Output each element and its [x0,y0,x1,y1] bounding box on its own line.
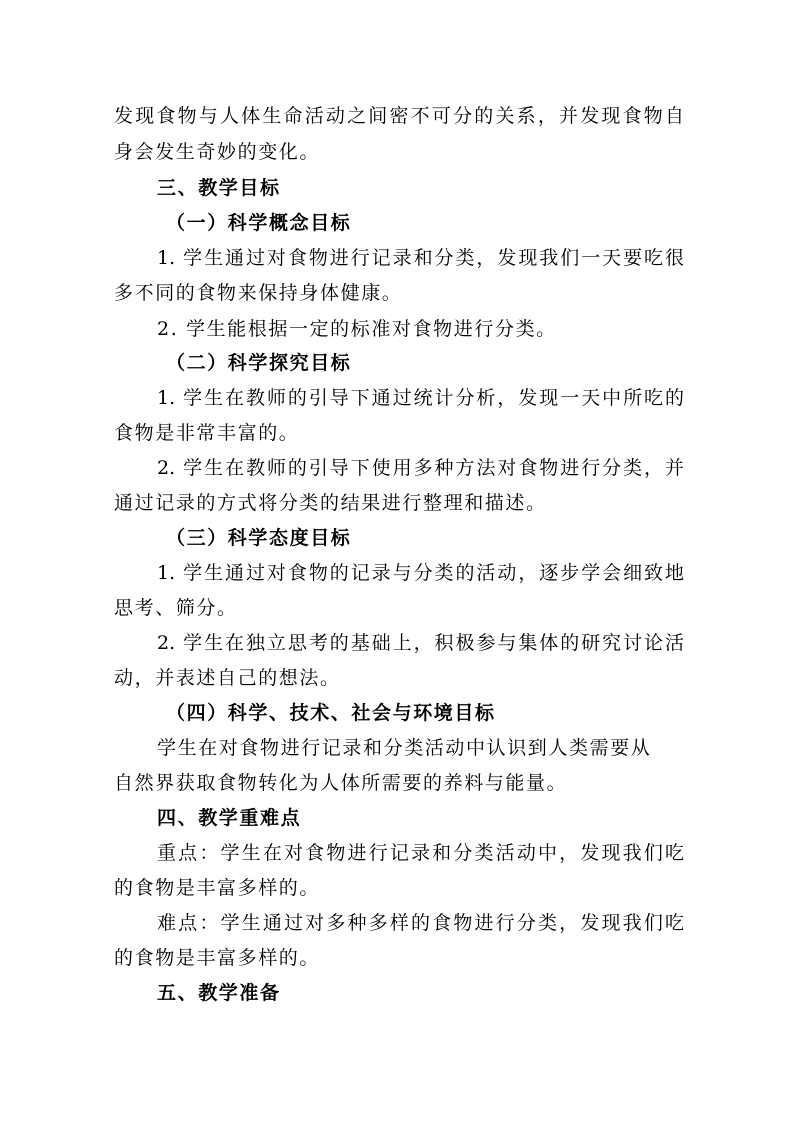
section-heading-5: 五、教学准备 [157,982,281,1004]
paragraph-line: 动，并表述自己的想法。 [114,667,341,689]
subheading-attitude-goals: （三）科学态度目标 [166,527,352,549]
paragraph-line: 通过记录的方式将分类的结果进行整理和描述。 [114,492,547,514]
paragraph-line: 难点：学生通过对多种多样的食物进行分类，发现我们吃 [157,912,684,934]
subheading-stse-goals: （四）科学、技术、社会与环境目标 [166,702,496,724]
paragraph-line: 的食物是丰富多样的。 [114,947,321,969]
section-heading-3: 三、教学目标 [157,177,281,199]
paragraph-line: 1. 学生在教师的引导下通过统计分析，发现一天中所吃的 [157,387,684,409]
paragraph-line: 发现食物与人体生命活动之间密不可分的关系，并发现食物自 [114,105,684,127]
paragraph-line: 2. 学生能根据一定的标准对食物进行分类。 [157,318,557,340]
paragraph-line: 2. 学生在教师的引导下使用多种方法对食物进行分类，并 [157,457,684,479]
paragraph-line: 1. 学生通过对食物的记录与分类的活动，逐步学会细致地 [157,562,684,584]
subheading-inquiry-goals: （二）科学探究目标 [166,352,352,374]
paragraph-line: 食物是非常丰富的。 [114,422,300,444]
paragraph-line: 1. 学生通过对食物进行记录和分类，发现我们一天要吃很 [157,247,684,269]
paragraph-line: 学生在对食物进行记录和分类活动中认识到人类需要从 [157,737,652,759]
paragraph-line: 的食物是丰富多样的。 [114,877,321,899]
section-heading-4: 四、教学重难点 [157,807,302,829]
paragraph-line: 2. 学生在独立思考的基础上，积极参与集体的研究讨论活 [157,632,684,654]
paragraph-line: 思考、筛分。 [114,597,238,619]
paragraph-line: 自然界获取食物转化为人体所需要的养料与能量。 [114,772,568,794]
paragraph-line: 多不同的食物来保持身体健康。 [114,282,403,304]
subheading-concept-goals: （一）科学概念目标 [166,212,352,234]
paragraph-line: 重点：学生在对食物进行记录和分类活动中，发现我们吃 [157,842,684,864]
paragraph-line: 身会发生奇妙的变化。 [114,141,321,163]
